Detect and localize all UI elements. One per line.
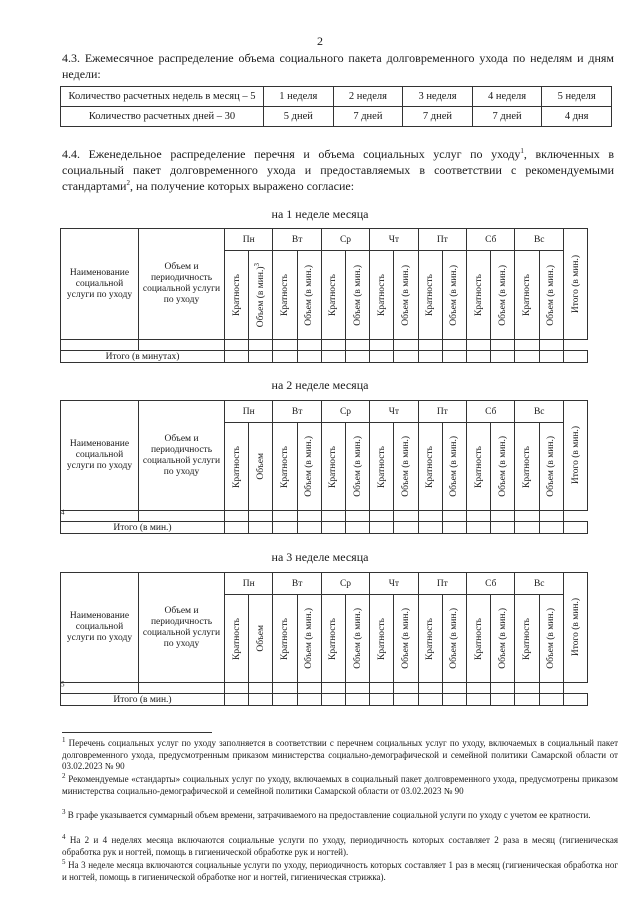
- sub-header: Кратность: [273, 251, 297, 340]
- day-header: Вс: [515, 573, 564, 595]
- day-header: Сб: [467, 229, 515, 251]
- total-header: Итого (в мин.): [564, 573, 588, 683]
- sub-header: Объем (в мин.): [442, 595, 466, 683]
- week-3-caption: на 3 неделе месяца: [271, 550, 369, 564]
- service-name-header: Наименование социальной услуги по уходу: [61, 573, 139, 683]
- sub-header: Кратность: [225, 595, 249, 683]
- sub-header: Кратность: [418, 251, 442, 340]
- sub-header: Объем (в мин.): [394, 595, 418, 683]
- days-cell: 7 дней: [333, 107, 403, 127]
- day-header: Пн: [225, 401, 273, 423]
- week-3-table: [60, 572, 588, 706]
- total-header: Итого (в мин.): [564, 229, 588, 340]
- sub-header: Объем (в мин.): [394, 423, 418, 511]
- day-header: Вт: [273, 229, 321, 251]
- day-header: Пт: [418, 401, 466, 423]
- total-row-label: Итого (в минутах): [61, 351, 225, 363]
- day-header: Сб: [467, 573, 515, 595]
- day-header: Вс: [515, 401, 564, 423]
- weeks-count-label: Количество расчетных недель в месяц – 5: [61, 87, 264, 107]
- day-header: Вт: [273, 573, 321, 595]
- footnote-divider: [62, 732, 212, 733]
- day-header: Чт: [370, 401, 418, 423]
- week-1-table: [60, 228, 588, 363]
- footnote-5: $^5$ На 3 неделе месяца включаются социальные услуги по уходу, периодичность которых составляет 1 раз в месяц (гигиеническая обработка ног и ногтей, помощь в гигиенической обработке ног и ногтей, гигиеническая стрижка).: [62, 858, 619, 882]
- sub-header: Кратность: [370, 595, 394, 683]
- week-cell: 1 неделя: [264, 87, 334, 107]
- week-2-caption: на 2 неделе месяца: [271, 378, 369, 392]
- row-mark: 5: [61, 683, 139, 694]
- sub-header: Объем (в мин.): [491, 423, 515, 511]
- days-cell: 5 дней: [264, 107, 334, 127]
- sub-header: Кратность: [515, 423, 539, 511]
- sub-header: Кратность: [321, 423, 345, 511]
- sub-header: Объем (в мин.): [442, 423, 466, 511]
- sub-header: Объем (в мин.)$^3$: [249, 251, 273, 340]
- sub-header: Кратность: [370, 423, 394, 511]
- footnote-1: $^1$ Перечень социальных услуг по уходу заполняется в соответствии с перечнем социальных услуг по уходу, включаемых в социальный пакет долговременного ухода, предусмотренным приказом министерства социально-демографической и семейной политики Самарской области от 03.02.2023 № 90: [62, 736, 618, 771]
- day-header: Сб: [467, 401, 515, 423]
- day-header: Ср: [321, 573, 369, 595]
- week-cell: 2 неделя: [333, 87, 403, 107]
- sub-header: Кратность: [321, 595, 345, 683]
- sub-header: Объем (в мин.): [442, 251, 466, 340]
- footnote-4: $^4$ На 2 и 4 неделях месяца включаются социальные услуги по уходу, периодичность которых составляет 2 раза в месяц (гигиеническая обработка рук и ногтей, помощь в гигиенической обработке рук и ногтей).: [62, 833, 618, 857]
- day-header: Чт: [370, 229, 418, 251]
- volume-header: Объем и периодичность социальной услуги по уходу: [139, 573, 225, 683]
- week-cell: 5 неделя: [542, 87, 612, 107]
- day-header: Пт: [418, 229, 466, 251]
- week-2-table: [60, 400, 588, 534]
- sub-header: Кратность: [370, 251, 394, 340]
- sub-header: Кратность: [225, 251, 249, 340]
- day-header: Вт: [273, 401, 321, 423]
- volume-header: Объем и периодичность социальной услуги по уходу: [139, 401, 225, 511]
- days-count-label: Количество расчетных дней – 30: [61, 107, 264, 127]
- sub-header: Объем (в мин.): [539, 251, 563, 340]
- total-row-label: Итого (в мин.): [61, 522, 225, 534]
- sub-header: Объем (в мин.): [491, 595, 515, 683]
- sub-header: Объем (в мин.): [394, 251, 418, 340]
- day-header: Пт: [418, 573, 466, 595]
- monthly-distribution-table: [60, 86, 612, 127]
- sub-header: Объем (в мин.): [346, 251, 370, 340]
- sub-header: Объем (в мин.): [297, 251, 321, 340]
- day-header: Чт: [370, 573, 418, 595]
- section-43-heading: 4.3. Ежемесячное распределение объема социального пакета долговременного ухода по неделям и дням недели:: [62, 51, 614, 81]
- sub-header: Объем (в мин.): [346, 423, 370, 511]
- sub-header: Объем (в мин.): [539, 595, 563, 683]
- sub-header: Объем (в мин.): [346, 595, 370, 683]
- footnote-3: $^3$ В графе указывается суммарный объем времени, затрачиваемого на предоставление социальной услуги по уходу с учетом ее кратности.: [62, 808, 591, 820]
- sub-header: Кратность: [273, 423, 297, 511]
- day-header: Ср: [321, 401, 369, 423]
- sub-header: Объем (в мин.): [539, 423, 563, 511]
- sub-header: Объем (в мин.): [491, 251, 515, 340]
- sub-header: Объем: [249, 423, 273, 511]
- days-cell: 4 дня: [542, 107, 612, 127]
- total-header: Итого (в мин.): [564, 401, 588, 511]
- day-header: Пн: [225, 229, 273, 251]
- week-cell: 3 неделя: [403, 87, 473, 107]
- days-cell: 7 дней: [403, 107, 473, 127]
- sub-header: Кратность: [467, 251, 491, 340]
- sub-header: Объем (в мин.): [297, 595, 321, 683]
- row-mark: [61, 340, 139, 351]
- sub-header: Кратность: [225, 423, 249, 511]
- sub-header: Кратность: [418, 595, 442, 683]
- row-mark: 4: [61, 511, 139, 522]
- footnote-2: $^2$ Рекомендуемые «стандарты» социальных услуг по уходу, включаемых в социальный пакет долговременного ухода, предусмотрены приказом министерства социально-демографической и семейной политики Самарской области от 03.02.2023 № 90: [62, 772, 618, 796]
- sub-header: Кратность: [321, 251, 345, 340]
- service-name-header: Наименование социальной услуги по уходу: [61, 229, 139, 340]
- week-cell: 4 неделя: [472, 87, 542, 107]
- sub-header: Объем (в мин.): [297, 423, 321, 511]
- sub-header: Кратность: [273, 595, 297, 683]
- week-1-caption: на 1 неделе месяца: [271, 207, 369, 221]
- sub-header: Кратность: [515, 251, 539, 340]
- section-44-heading: 4.4. Еженедельное распределение перечня и объема социальных услуг по уходу$^1$, включенных в социальный пакет долговременного ухода и предоставляемых в соответствии с рекомендуемыми стандартами$^2$, на получение которых выражено согласие:: [62, 147, 614, 193]
- day-header: Ср: [321, 229, 369, 251]
- total-row-label: Итого (в мин.): [61, 694, 225, 706]
- sub-header: Кратность: [467, 595, 491, 683]
- days-cell: 7 дней: [472, 107, 542, 127]
- day-header: Пн: [225, 573, 273, 595]
- sub-header: Кратность: [467, 423, 491, 511]
- service-name-header: Наименование социальной услуги по уходу: [61, 401, 139, 511]
- sub-header: Кратность: [515, 595, 539, 683]
- day-header: Вс: [515, 229, 564, 251]
- volume-header: Объем и периодичность социальной услуги по уходу: [139, 229, 225, 340]
- sub-header: Кратность: [418, 423, 442, 511]
- page-number: 2: [317, 34, 323, 48]
- sub-header: Объем: [249, 595, 273, 683]
